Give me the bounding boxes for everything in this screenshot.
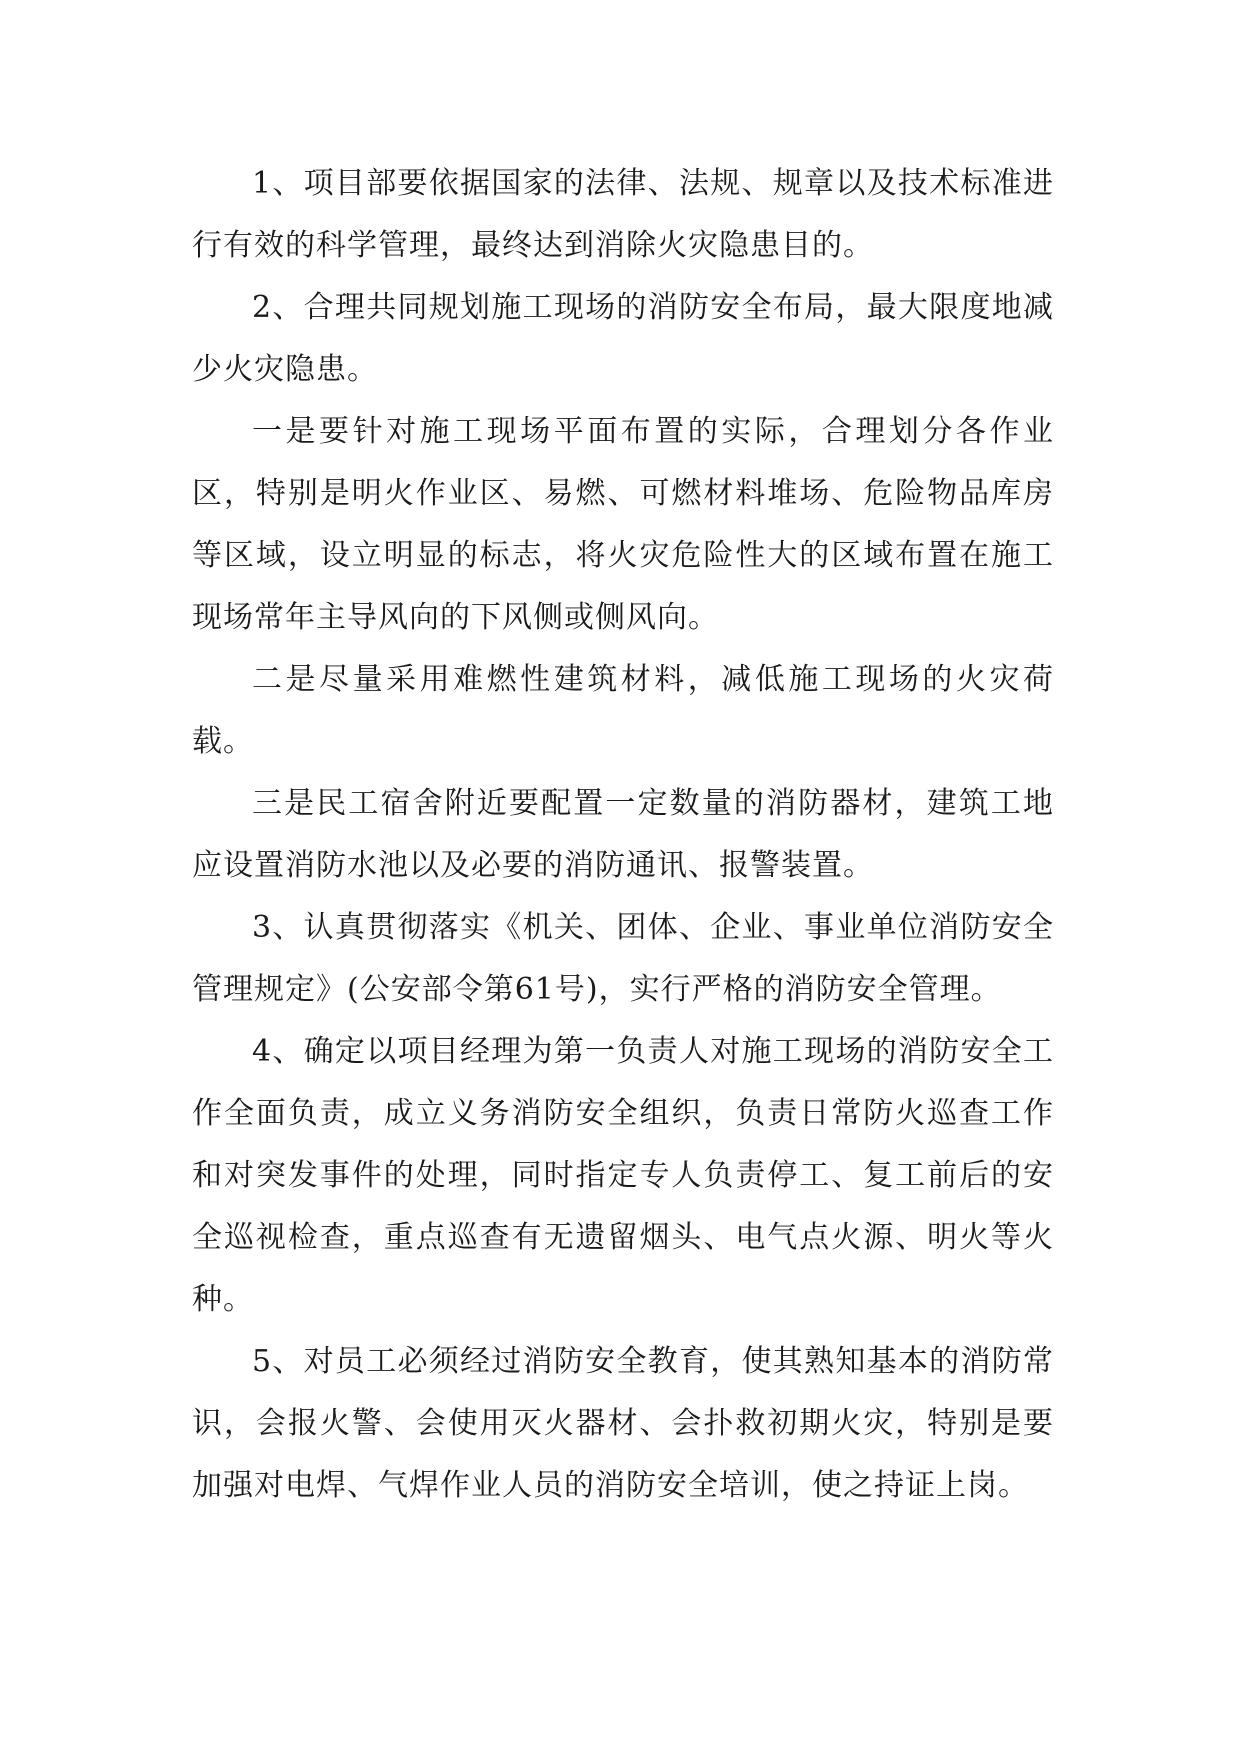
paragraph-5: 三是民工宿舍附近要配置一定数量的消防器材，建筑工地应设置消防水池以及必要的消防通讯、报警装置。 [192,786,1054,883]
paragraph-2: 2、合理共同规划施工现场的消防安全布局，最大限度地减少火灾隐患。 [192,290,1054,387]
paragraph-1: 1、项目部要依据国家的法律、法规、规章以及技术标准进行有效的科学管理，最终达到消除火灾隐患目的。 [192,166,1054,263]
paragraph-8: 5、对员工必须经过消防安全教育，使其熟知基本的消防常识，会报火警、会使用灭火器材、会扑救初期火灾，特别是要加强对电焊、气焊作业人员的消防安全培训，使之持证上岗。 [192,1344,1054,1503]
document-body [192,153,1054,1517]
paragraph-6: 3、认真贯彻落实《机关、团体、企业、事业单位消防安全管理规定》(公安部令第61号)，实行严格的消防安全管理。 [192,910,1054,1007]
paragraph-7: 4、确定以项目经理为第一负责人对施工现场的消防安全工作全面负责，成立义务消防安全组织，负责日常防火巡查工作和对突发事件的处理，同时指定专人负责停工、复工前后的安全巡视检查，重点巡查有无遗留烟头、电气点火源、明火等火种。 [192,1034,1054,1317]
paragraph-4: 二是尽量采用难燃性建筑材料，减低施工现场的火灾荷载。 [192,662,1054,759]
paragraph-3: 一是要针对施工现场平面布置的实际，合理划分各作业区，特别是明火作业区、易燃、可燃材料堆场、危险物品库房等区域，设立明显的标志，将火灾危险性大的区域布置在施工现场常年主导风向的下风侧或侧风向。 [192,414,1054,635]
